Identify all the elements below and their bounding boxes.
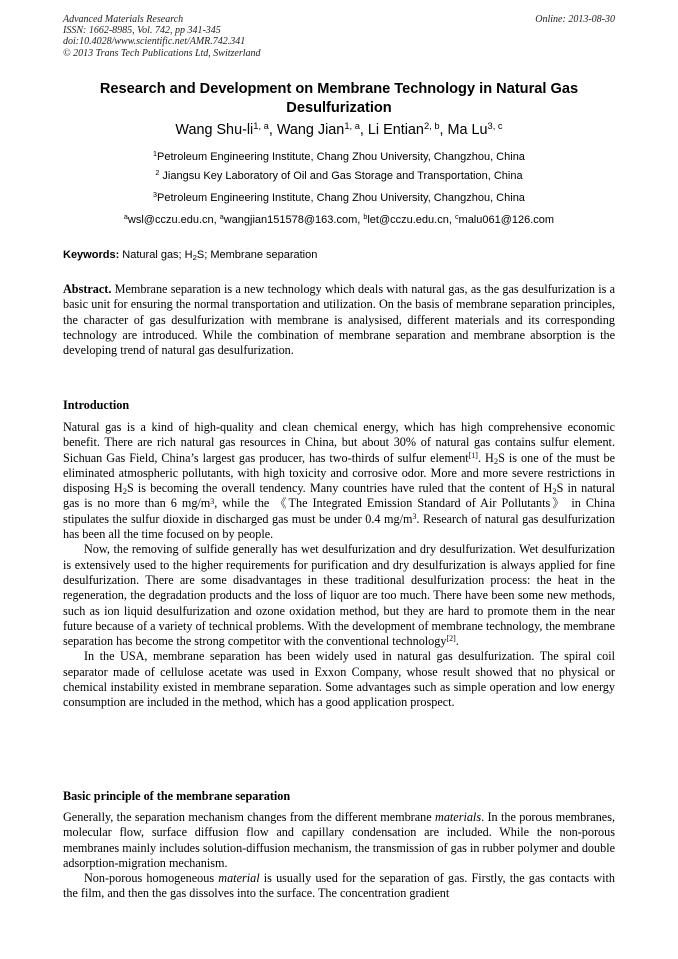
- text-run: . In the porous membranes, molecular flow, surface diffusion flow and capillary condensation are included. While the non-porous membranes mainly includes solution-diffusion mechanism, the transmission of gas in rubber polymer and double adsorption-migration mechanism.: [63, 810, 615, 870]
- basic-principle-body: [63, 810, 615, 902]
- email-address: malu061@126.com: [458, 214, 555, 226]
- doi-line: doi:10.4028/www.scientific.net/AMR.742.341: [63, 36, 246, 48]
- affil-text: Petroleum Engineering Institute, Chang Zhou University, Changzhou, China: [157, 151, 525, 163]
- subscript: 2: [493, 455, 499, 466]
- author-name: Li Entian: [367, 122, 424, 138]
- superscript: 3: [412, 511, 417, 521]
- text-run: S is becoming the overall tendency. Many countries have ruled that the content of H: [126, 481, 553, 496]
- author-name: Ma Lu: [447, 122, 488, 138]
- affil-marker: 3: [153, 191, 158, 200]
- text-run: Now, the removing of sulfide generally has wet desulfurization and dry desulfurization. Wet desulfurization is extensively used to the higher requirements for purification and dry desulfurization is always applied for fine desulfurization. There are some disadvantages in these traditional desulfurization process: the heat in the regeneration, the degradation products and the loss of liquor are too much. There have been some new methods, such as ion liquid desulfurization and ozone oxidation method, but they are hard to promote them in the near future because of a variety of technical problems. With the development of membrane technology, the membrane separation has become the strong competitor with the conventional technology: [63, 542, 615, 649]
- subscript: 2: [192, 252, 197, 262]
- text-run: S in natural gas is no more than 6 mg/m: [63, 481, 615, 511]
- paragraph: [63, 810, 615, 871]
- text-run: .: [455, 634, 459, 649]
- introduction-body: [63, 420, 615, 711]
- online-date: Online: 2013-08-30: [535, 14, 615, 25]
- journal-name: Advanced Materials Research: [63, 14, 184, 25]
- paragraph: [63, 871, 615, 902]
- text-run: , while the 《The Integrated Emission Standard of Air Pollutants》 in China stipulates the sulfur dioxide in discharged gas must be under 0.4 mg/m: [63, 496, 616, 526]
- citation: [2]: [446, 634, 456, 644]
- email-address: wangjian151578@163.com,: [223, 214, 364, 226]
- author-affil-marker: 3, c: [487, 121, 503, 132]
- superscript: 3: [210, 496, 215, 506]
- text-run: . H: [477, 450, 494, 465]
- subscript: 2: [122, 486, 127, 497]
- text-run: S is one of the must be eliminated atmospheric pollutants, with high toxicity and corrosive odor. More and more severe restrictions in disposing H: [63, 450, 615, 496]
- email-marker: c: [454, 213, 459, 222]
- emphasis: materials: [435, 810, 482, 824]
- affil-text: Petroleum Engineering Institute, Chang Zhou University, Changzhou, China: [157, 192, 525, 204]
- affiliation-3: [63, 191, 615, 205]
- citation: [1]: [468, 450, 478, 460]
- paper-title: [63, 80, 615, 118]
- copyright-line: © 2013 Trans Tech Publications Ltd, Switzerland: [63, 47, 261, 59]
- journal-header: [63, 14, 261, 59]
- email-marker: a: [123, 213, 128, 222]
- section-heading-basic-principle: Basic principle of the membrane separation: [63, 789, 291, 803]
- keyword-text: S; Membrane separation: [196, 249, 318, 261]
- email-marker: b: [363, 213, 368, 222]
- author-name: Wang Jian: [276, 122, 345, 138]
- keywords-label: Keywords:: [63, 249, 120, 261]
- emphasis: material: [218, 871, 260, 886]
- paragraph: In the USA, membrane separation has been widely used in natural gas desulfurization. The spiral coil separator made of cellulose acetate was used in Exxon Company, whose result showed that no physical or chemical instability existed in membrane separation. Some advantages such as simple operation and low energy consumption are included in the method, which has a good application prospect.: [63, 649, 615, 710]
- abstract: [63, 282, 615, 358]
- text-run: is usually used for the separation of gas. Firstly, the gas contacts with the film, and then the gas dissolves into the surface. The concentration gradient: [63, 871, 616, 901]
- issn-line: ISSN: 1662-8985, Vol. 742, pp 341-345: [63, 25, 221, 37]
- author-affil-marker: 1, a: [253, 121, 269, 132]
- affil-marker: 2: [155, 169, 160, 178]
- paragraph: [63, 420, 615, 542]
- author-list: Wang Shu-li$^{1, a}$, Wang Jian$^{1, a}$, Li Entian$^{2, b}$, Ma Lu$^{3, c}$: [175, 121, 503, 138]
- title-line-2: Desulfurization: [286, 100, 392, 116]
- section-heading-introduction: Introduction: [63, 398, 130, 412]
- email-address: wsl@cczu.edu.cn,: [127, 214, 220, 226]
- affil-marker: 1: [153, 150, 158, 159]
- keywords: [63, 248, 615, 262]
- abstract-text: Membrane separation is a new technology which deals with natural gas, as the gas desulfurization is a basic unit for ensuring the normal transportation and utilization. On the basis of membrane separation principles, the character of gas desulfurization with membrane is analysised, different materials and its corresponding technology are introduced. While the combination of membrane separation and membrane absorption is the developing trend of natural gas desulfurization.: [63, 282, 615, 358]
- author-name: Wang Shu-li: [175, 122, 254, 138]
- email-address: let@cczu.edu.cn,: [367, 214, 455, 226]
- text-run: Natural gas is a kind of high-quality and clean chemical energy, which has high comprehensive economic benefit. There are rich natural gas resources in China, but about 30% of natural gas contains sulfur element. Sichuan Gas Field, China’s largest gas producer, has two-thirds of sulfur element: [63, 420, 615, 465]
- email-list: [63, 213, 615, 227]
- affil-text: Jiangsu Key Laboratory of Oil and Gas Storage and Transportation, China: [159, 170, 523, 182]
- email-marker: a: [219, 213, 224, 222]
- affiliation-2: [63, 169, 615, 183]
- author-affil-marker: 1, a: [344, 121, 360, 132]
- author-affil-marker: 2, b: [423, 121, 440, 132]
- keyword-text: Natural gas; H: [119, 249, 193, 261]
- text-run: Non-porous homogeneous: [84, 871, 219, 886]
- title-line-1: Research and Development on Membrane Technology in Natural Gas: [99, 81, 579, 97]
- paragraph: [63, 542, 615, 649]
- text-run: Generally, the separation mechanism changes from the different membrane: [63, 810, 436, 824]
- affiliation-1: [63, 150, 615, 164]
- subscript: 2: [552, 486, 557, 497]
- abstract-label: Abstract.: [63, 282, 112, 296]
- text-run: . Research of natural gas desulfurization has been all the time focused on by people.: [63, 511, 615, 542]
